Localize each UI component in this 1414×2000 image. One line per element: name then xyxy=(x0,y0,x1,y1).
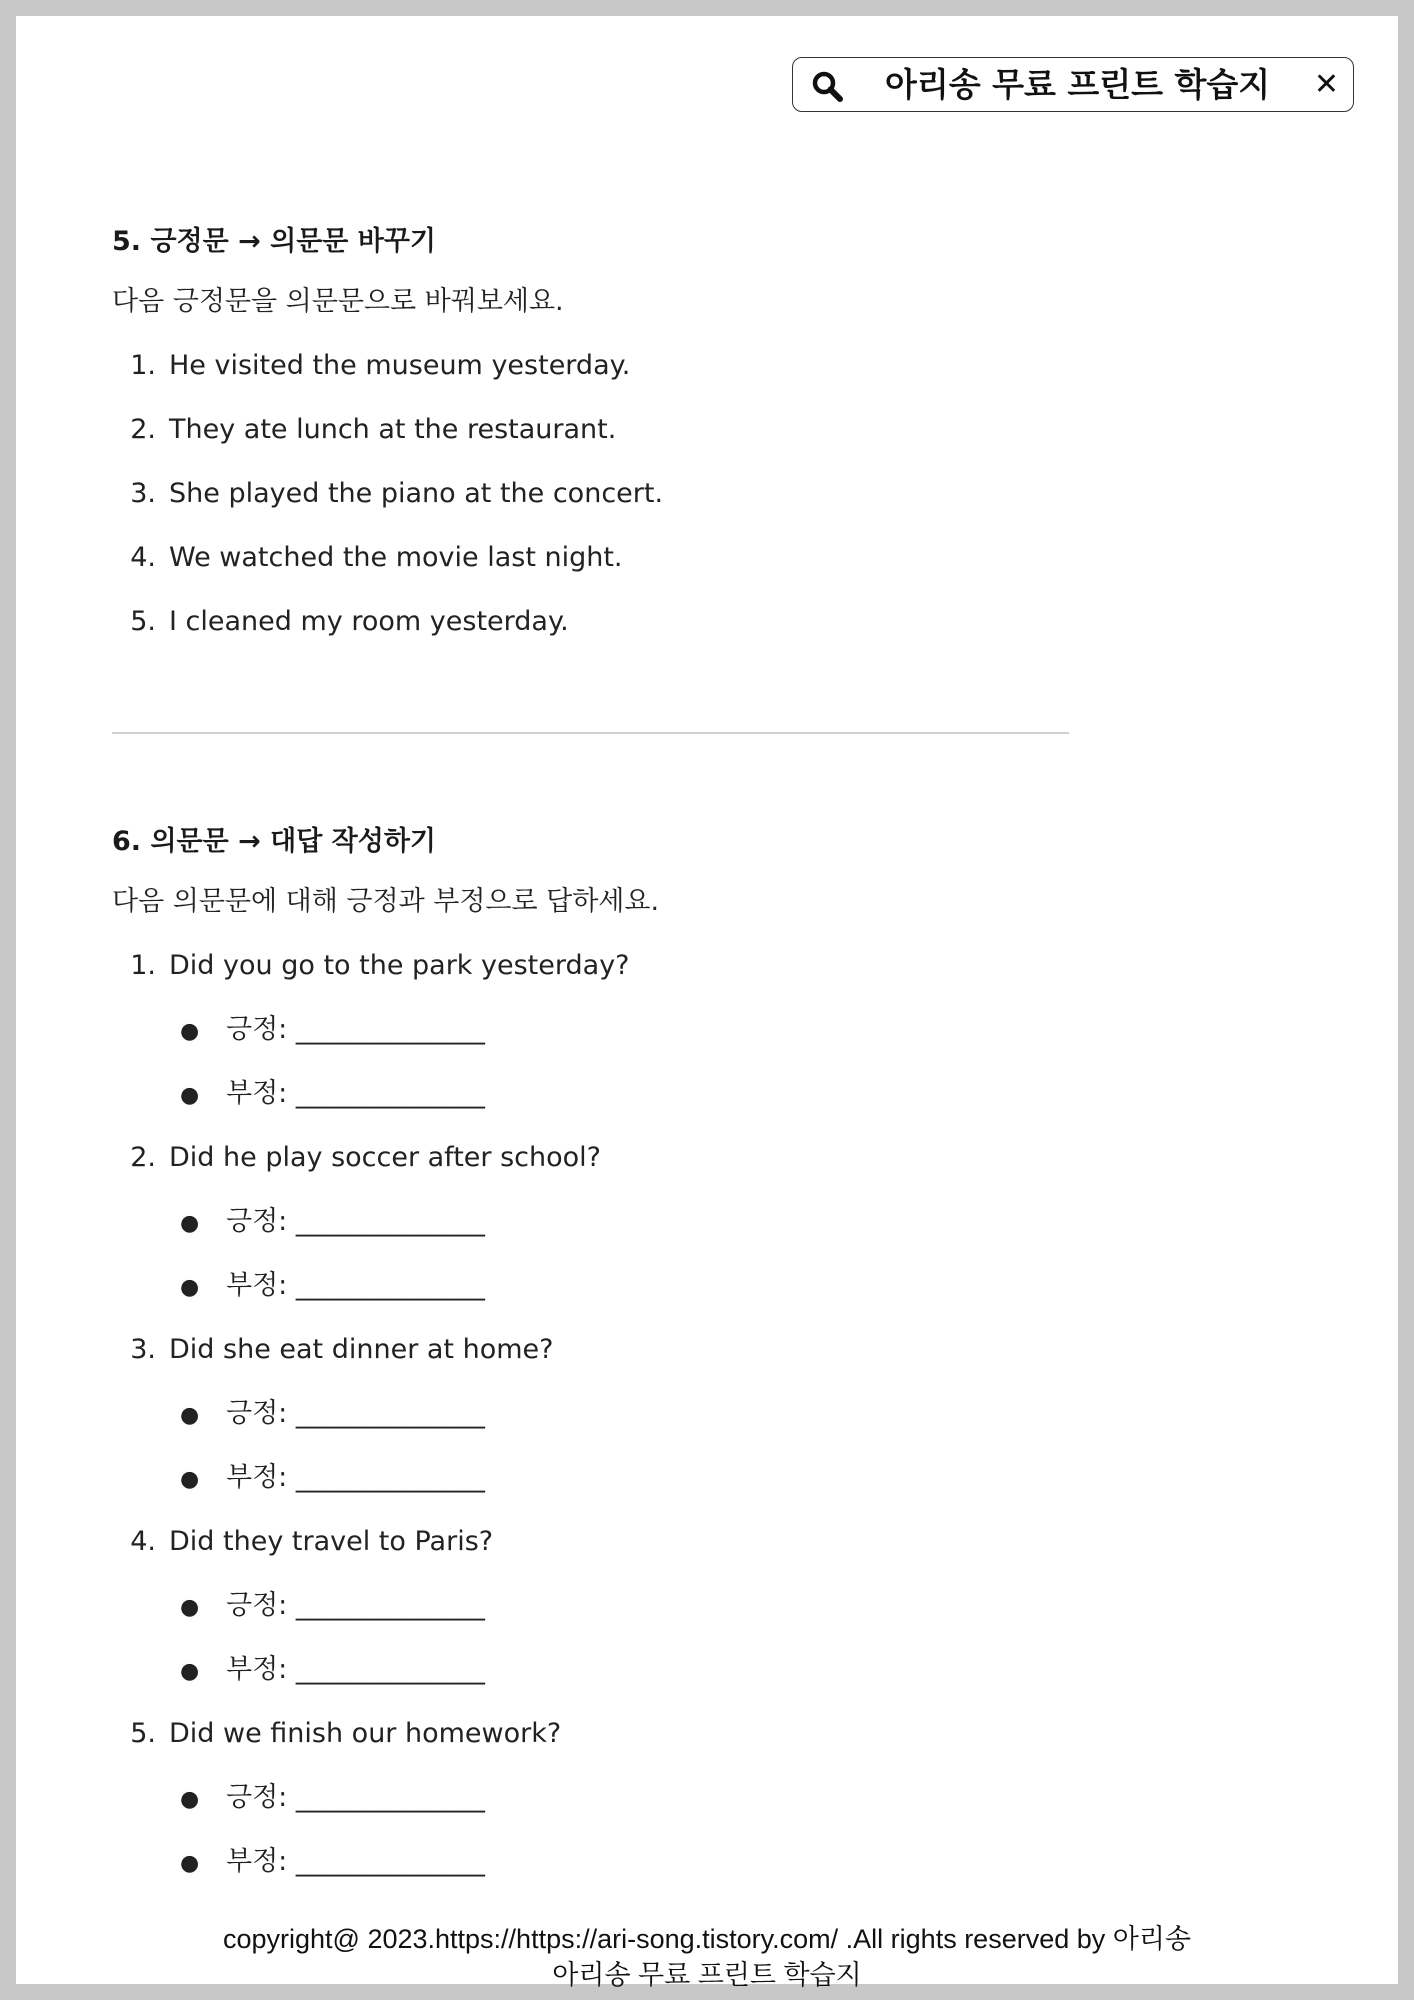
bullet: ● xyxy=(180,1659,200,1684)
list-item xyxy=(112,948,630,984)
answer-line: 부정: ______________ xyxy=(226,1270,485,1301)
answer-line: 부정: ______________ xyxy=(226,1078,485,1109)
section-6-heading: 6. 의문문 → 대답 작성하기 xyxy=(112,826,437,857)
answer-positive xyxy=(180,1396,485,1434)
list-item xyxy=(112,1140,601,1176)
list-item xyxy=(112,540,623,576)
item-text: Did you go to the park yesterday? xyxy=(169,950,630,981)
list-item xyxy=(112,604,569,640)
answer-negative xyxy=(180,1268,485,1306)
item-text: She played the piano at the concert. xyxy=(169,478,664,509)
answer-negative xyxy=(180,1652,485,1690)
list-item xyxy=(112,1524,493,1560)
item-number: 5. xyxy=(130,1718,156,1749)
footer-subtitle: 아리송 무료 프린트 학습지 xyxy=(552,1960,862,1990)
item-text: Did we finish our homework? xyxy=(169,1718,562,1749)
answer-line: 긍정: ______________ xyxy=(226,1398,485,1429)
item-number: 1. xyxy=(130,350,156,381)
item-number: 3. xyxy=(130,478,156,509)
bullet: ● xyxy=(180,1403,200,1428)
answer-positive xyxy=(180,1012,485,1050)
item-text: They ate lunch at the restaurant. xyxy=(169,414,617,445)
item-text: He visited the museum yesterday. xyxy=(169,350,631,381)
item-text: Did she eat dinner at home? xyxy=(169,1334,554,1365)
item-number: 5. xyxy=(130,606,156,637)
answer-negative xyxy=(180,1076,485,1114)
item-number: 2. xyxy=(130,414,156,445)
item-number: 4. xyxy=(130,1526,156,1557)
section-6-instruction: 다음 의문문에 대해 긍정과 부정으로 답하세요. xyxy=(112,886,660,917)
item-text: I cleaned my room yesterday. xyxy=(169,606,569,637)
item-text: Did they travel to Paris? xyxy=(169,1526,494,1557)
answer-line: 긍정: ______________ xyxy=(226,1014,485,1045)
answer-negative xyxy=(180,1460,485,1498)
item-number: 2. xyxy=(130,1142,156,1173)
answer-line: 부정: ______________ xyxy=(226,1654,485,1685)
bullet: ● xyxy=(180,1467,200,1492)
search-bar[interactable] xyxy=(792,57,1354,112)
bullet: ● xyxy=(180,1019,200,1044)
item-text: Did he play soccer after school? xyxy=(169,1142,601,1173)
item-text: We watched the movie last night. xyxy=(169,542,623,573)
list-item xyxy=(112,1716,561,1752)
answer-line: 긍정: ______________ xyxy=(226,1590,485,1621)
list-item xyxy=(112,412,616,448)
answer-line: 긍정: ______________ xyxy=(226,1206,485,1237)
list-item xyxy=(112,476,663,512)
answer-line: 부정: ______________ xyxy=(226,1846,485,1877)
footer-copyright: copyright@ 2023.https://https://ari-song.tistory.com/ .All rights reserved by 아리송 xyxy=(222,1924,1192,1954)
answer-negative xyxy=(180,1844,485,1882)
section-divider xyxy=(112,732,1069,734)
item-number: 3. xyxy=(130,1334,156,1365)
answer-positive xyxy=(180,1204,485,1242)
bullet: ● xyxy=(180,1083,200,1108)
answer-line: 부정: ______________ xyxy=(226,1462,485,1493)
bullet: ● xyxy=(180,1851,200,1876)
list-item xyxy=(112,348,630,384)
item-number: 4. xyxy=(130,542,156,573)
answer-positive xyxy=(180,1588,485,1626)
answer-positive xyxy=(180,1780,485,1818)
section-5-heading: 5. 긍정문 → 의문문 바꾸기 xyxy=(112,226,437,257)
search-query[interactable]: 아리송 무료 프린트 학습지 xyxy=(885,65,1271,104)
answer-line: 긍정: ______________ xyxy=(226,1782,485,1813)
search-icon[interactable] xyxy=(811,70,845,104)
item-number: 1. xyxy=(130,950,156,981)
close-icon[interactable]: ✕ xyxy=(1313,67,1339,102)
bullet: ● xyxy=(180,1211,200,1236)
bullet: ● xyxy=(180,1787,200,1812)
section-5-instruction: 다음 긍정문을 의문문으로 바꿔보세요. xyxy=(112,286,564,317)
bullet: ● xyxy=(180,1275,200,1300)
list-item xyxy=(112,1332,553,1368)
bullet: ● xyxy=(180,1595,200,1620)
